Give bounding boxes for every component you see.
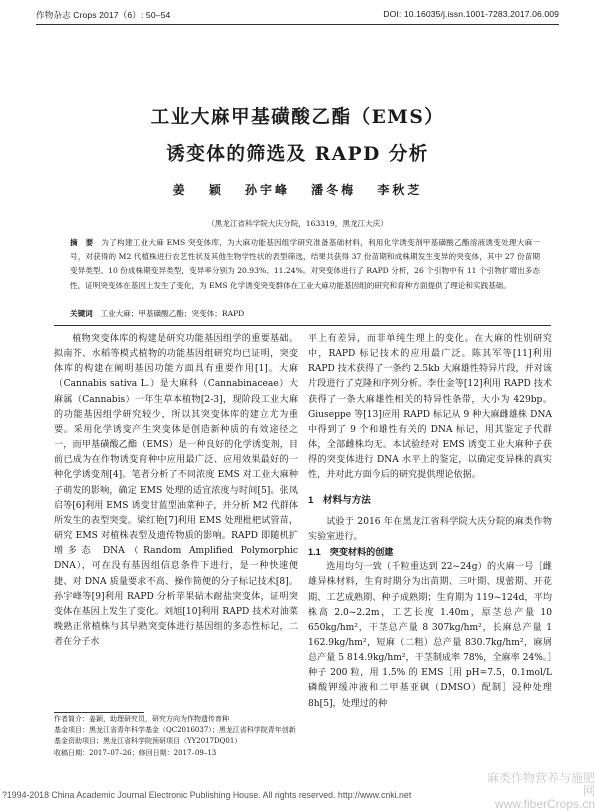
footnote-author: 作者简介：姜颖，助理研究员，研究方向为作物遗传育种 — [54, 715, 229, 723]
footnote — [54, 714, 298, 759]
watermark-line-2: www.fiberCrops.cn — [494, 797, 595, 811]
title-line-1: 工业大麻甲基磺酸乙酯（EMS） — [150, 107, 445, 128]
title-line-2: 诱变体的筛选及 RAPD 分析 — [166, 144, 429, 165]
keywords-label: 关键词 — [70, 309, 93, 318]
journal-header: 作物杂志 Crops 2017（6）: 50–54 — [36, 10, 171, 20]
subsection-heading-1-1: 1.1 突变材料的创建 — [308, 547, 394, 558]
right-paragraph-3: 选用均匀一致（千粒重达到 22~24g）的火麻一号［雌雄异株材料，生育时期分为出苗期、三叶期、现蕾期、开花期、工艺成熟期、种子成熟期；生育期为 119~124d，平均株高 2.0~2.2m，工艺长度 1.40m，原茎总产量 10 650kg/hm²，干茎总产量 8 307kg/hm²，长麻总产量 1 162.9kg/hm²，短麻（二粗）总产量 830.7kg/hm²，麻屑总产量 5 814.9kg/hm²，干茎制成率 78%，全麻率 24%。］种子 200 粒，用 1.5% 的 EMS［用 pH=7.5，0.1mol/L 磷酸钾缓冲液和二甲基亚砜（DMSO）配制］浸种处理 8h[5]，处理过的种 — [308, 562, 552, 709]
doi-header: DOI: 10.16035/j.issn.1001-7283.2017.06.009 — [383, 9, 559, 19]
watermark-line-1: 麻类作物营养与施肥网 — [486, 771, 595, 798]
right-paragraph-1: 平上有差异，而非单纯生理上的变化。在大麻的性别研究中，RAPD 标记技术的应用最广泛。陈其军等[11]利用 RAPD 技术获得了一条约 2.5kb 大麻雄性特异片段，并对该片段进行了克隆和序列分析。李仕金等[12]利用 RAPD 技术获得了一条大麻雄性相关的特异性条带，大小为 429bp。Giuseppe 等[13]应用 RAPD 标记从 9 种大麻雌雄株 DNA 中得到了 9 个和雄性有关的 DNA 标记，用其鉴定子代群体，全部雌株均无。本试验经对 EMS 诱变工业大麻种子获得的突变体进行 DNA 水平上的鉴定，以确定变异株的真实性，并对此方面今后的研究提供理论依据。 — [308, 334, 552, 481]
watermark — [476, 772, 595, 811]
affiliation: （黑龙江省科学院大庆分院，163319，黑龙江大庆） — [207, 219, 388, 228]
abstract — [70, 236, 540, 293]
keywords-text: 工业大麻；甲基磺酸乙酯；突变体；RAPD — [100, 309, 245, 318]
section-heading-1: 1 材料与方法 — [308, 494, 371, 506]
left-paragraph-1: 植物突变体库的构建是研究功能基因组学的重要基础。拟南芥、水稻等模式植物的功能基因组研究均已证明，突变体库的构建在阐明基因功能方面具有重要作用[1]。大麻（Cannabis sativa L.）是大麻科（Cannabinaceae）大麻属（Cannabis）一年生草本植物[2-3]，现阶段工业大麻的功能基因组学研究较少，所以其突变体库的建立尤为重要。采用化学诱变产生突变体是创造新种质的有效途径之一，而甲基磺酸乙酯（EMS）是一种良好的化学诱变剂，目前已成为在作物诱变育种中应用最广泛、应用效果最好的一种化学诱变剂[4]。笔者分析了不同浓度 EMS 对工业大麻种子萌发的影响，确定 EMS 处理的适宜浓度与时间[5]。张凤启等[6]利用 EMS 诱变甘蓝型油菜种子，并分析 M2 代群体所发生的表型突变。梁红艳[7]利用 EMS 处理枇杷试管苗，研究 EMS 对植株表型及遗传物质的影响。RAPD 即随机扩增多态 DNA（Random Amplified Polymorphic DNA），可在没有基因组信息条件下进行，是一种快速便捷、对 DNA 质量要求不高、操作简便的分子标记技术[8]。孙宇峰等[9]利用 RAPD 分析苹果砧木耐盐突变体，证明突变体在基因上发生了变化。刘旭[10]利用 RAPD 技术对油菜晚熟正常植株与其早熟突变体进行基因组的多态性标记，二者在分子水 — [54, 334, 298, 648]
right-paragraph-2: 试验于 2016 年在黑龙江省科学院大庆分院的麻类作物实验室进行。 — [308, 516, 552, 542]
abstract-text: 为了构建工业大麻 EMS 突变体库，为大麻功能基因组学研究准备基础材料，利用化学诱变剂甲基磺酸乙酯溶液诱变处理大麻一号，对获得的 M2 代植株进行农艺性状及其他生物学性状的表型筛选，结果共获得 37 份苗期和成株期发生变异的突变体，其中 27 份苗期变异类型、10 份成株期变异类型，变异率分别为 20.93%、11.24%。对突变体进行了 RAPD 分析，26 个引物中有 11 个引物扩增出多态性，证明突变体在基因上发生了变化，为 EMS 化学诱变突变群体在工业大麻功能基因组的研究和育种方面提供了理论和实践基础。 — [70, 238, 541, 290]
copyright-footer: ?1994-2018 China Academic Journal Electronic Publishing House. All rights reserved. http://www.cnki.net — [2, 790, 412, 800]
authors: 姜 颖 孙宇峰 潘冬梅 李秋芝 — [172, 183, 423, 197]
header-rule — [36, 24, 559, 25]
keywords — [70, 307, 540, 321]
footnote-fund: 基金项目：黑龙江省青年科学基金（QC2016037）；黑龙江省科学院青年创新基金资助项目；黑龙江省科学院预研项目（YY2017DQ01） — [54, 726, 296, 746]
abstract-rule — [54, 325, 551, 326]
footnote-dates: 收稿日期：2017–07–26；修回日期：2017–09–13 — [54, 748, 217, 757]
footnote-rule — [54, 712, 144, 713]
left-column — [54, 332, 298, 650]
right-column — [308, 332, 552, 712]
abstract-label: 摘 要 — [70, 238, 94, 247]
